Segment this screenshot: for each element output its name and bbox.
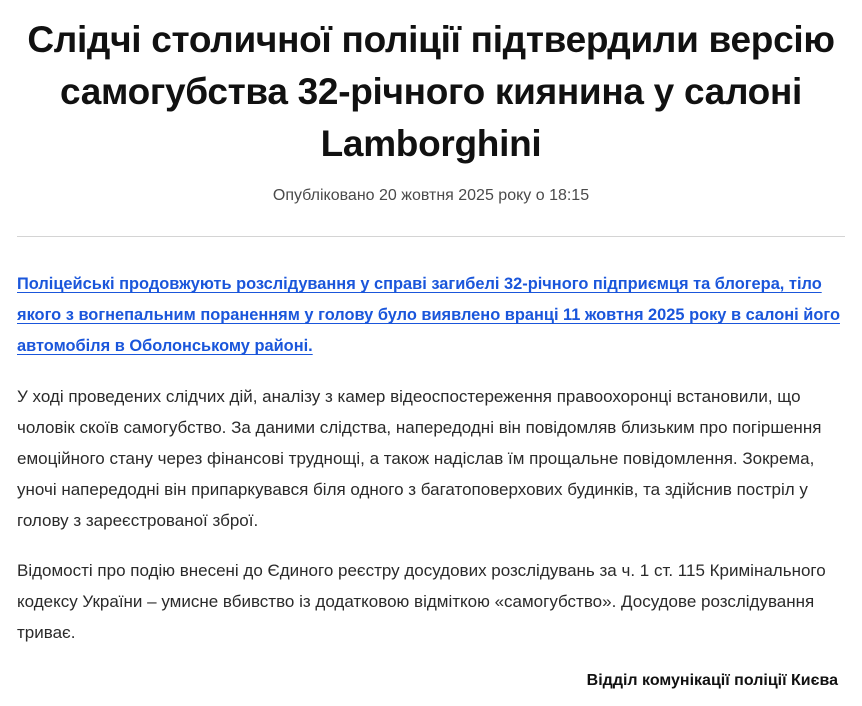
body-paragraph-2: Відомості про подію внесені до Єдиного реєстру досудових розслідувань за ч. 1 ст. 115 Кримінального кодексу України – умисне вбивство із додатковою відміткою «самогубство». Досудове розслідування триває. bbox=[17, 561, 826, 642]
body-paragraph-1: У ході проведених слідчих дій, аналізу з камер відеоспостереження правоохоронці встановили, що чоловік скоїв самогубство. За даними слідства, напередодні він повідомляв близьким про погіршення емоційного стану через фінансові труднощі, а також надіслав їм прощальне повідомлення. Зокрема, уночі напередодні він припаркувався біля одного з багатоповерхових будинків, та здійснив постріл у голову з зареєстрованої зброї. bbox=[17, 387, 822, 530]
article-signature: Відділ комунікації поліції Києва bbox=[586, 672, 838, 689]
header-divider bbox=[17, 236, 845, 237]
article-page bbox=[0, 14, 862, 706]
lead-link[interactable]: Поліцейські продовжують розслідування у справі загибелі 32-річного підприємця та блогера, тіло якого з вогнепальним пораненням у голову було виявлено вранці 11 жовтня 2025 року в салоні його автомобіля в Оболонському районі. bbox=[17, 275, 840, 355]
publish-date: Опубліковано 20 жовтня 2025 року о 18:15 bbox=[272, 187, 590, 204]
article-headline: Слідчі столичної поліції підтвердили версію самогубства 32-річного киянина у салоні Lamborghini bbox=[27, 19, 835, 164]
lead-paragraph bbox=[17, 269, 845, 362]
